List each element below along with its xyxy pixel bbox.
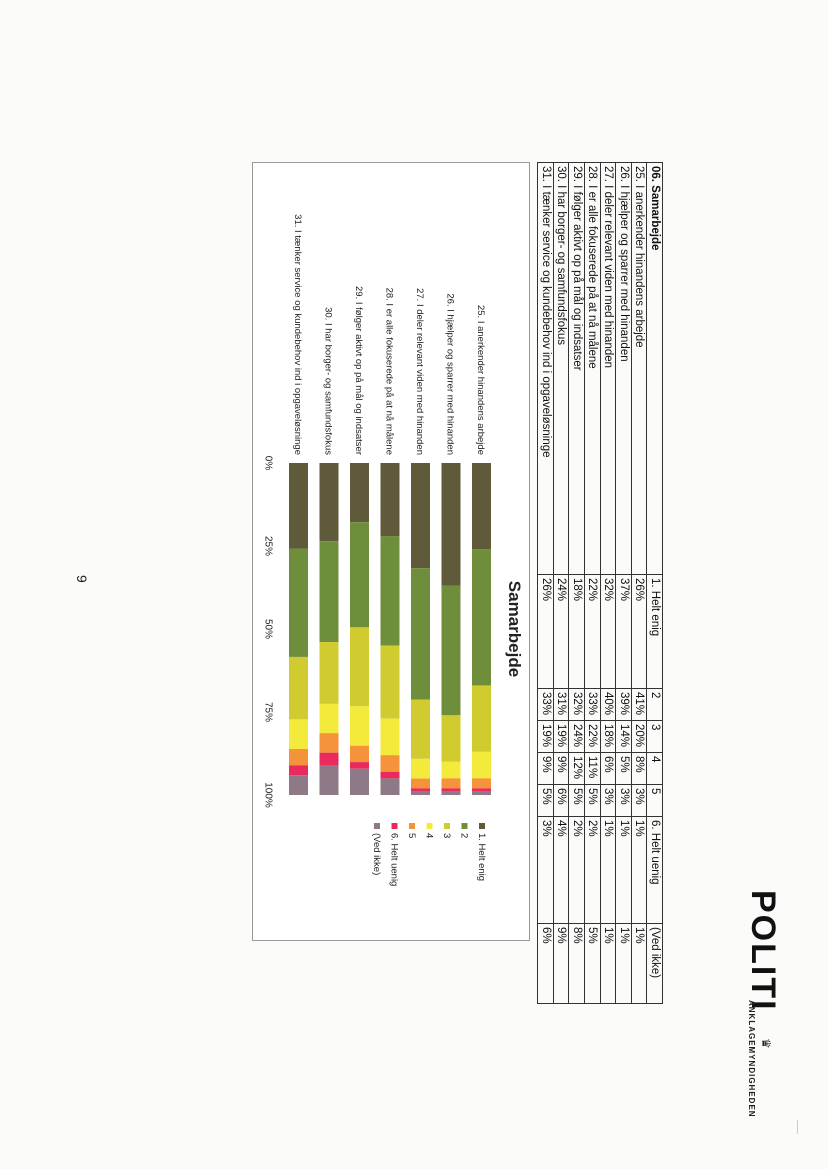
table-header-row	[647, 163, 663, 1004]
category-label: 30. I har borger- og samfundsfokus	[322, 307, 334, 455]
bar-segment	[411, 779, 430, 789]
bar-segment	[411, 700, 430, 759]
table-cell: 18%	[569, 575, 585, 689]
table-cell: 5%	[585, 924, 601, 1004]
table-cell: 5%	[616, 753, 632, 785]
question-label: 26. I hjælper og sparrer med hinanden	[616, 163, 632, 575]
bar-segment	[472, 752, 491, 779]
bar-segment	[350, 522, 369, 627]
bar-segment	[442, 463, 461, 586]
bar-segment	[442, 715, 461, 761]
table-cell: 4%	[553, 817, 569, 924]
table-row	[600, 163, 616, 1004]
legend-swatch	[392, 823, 398, 829]
bar-segment	[411, 463, 430, 568]
column-header: 2	[647, 689, 663, 721]
bar-segment	[350, 463, 369, 522]
table-cell: 19%	[553, 721, 569, 753]
legend-label: 1. Helt enig	[476, 833, 487, 882]
bar-segment	[320, 541, 339, 642]
table-cell: 32%	[569, 689, 585, 721]
legend-label: 6. Helt uenig	[388, 833, 400, 887]
question-label: 28. I er alle fokuserede på at nå målene	[585, 163, 601, 575]
category-label: 26. I hjælper og sparrer med hinanden	[444, 293, 456, 455]
legend-swatch	[427, 823, 433, 829]
legend-label: 2	[458, 833, 470, 839]
table-cell: 6%	[553, 785, 569, 817]
table-cell: 1%	[631, 817, 647, 924]
category-label: 31. I tænker service og kundebehov ind i opgaveløsninge	[292, 214, 303, 455]
table-cell: 18%	[600, 721, 616, 753]
column-header: (Ved ikke)	[647, 924, 663, 1004]
table-cell: 26%	[538, 575, 554, 689]
table-cell: 12%	[569, 753, 585, 785]
politi-logo: POLITI	[744, 890, 782, 1012]
table-cell: 37%	[616, 575, 632, 689]
bar-segment	[411, 788, 430, 791]
bar-segment	[381, 646, 400, 719]
bar-segment	[442, 762, 461, 779]
table-cell: 1%	[631, 924, 647, 1004]
table-cell: 33%	[538, 689, 554, 721]
legend-swatch	[479, 823, 485, 829]
column-header: 4	[647, 753, 663, 785]
table-cell: 11%	[585, 753, 601, 785]
bar-segment	[320, 733, 339, 753]
table-row	[585, 163, 601, 1004]
table-cell: 3%	[631, 785, 647, 817]
table-cell: 39%	[616, 689, 632, 721]
column-header: 3	[647, 721, 663, 753]
bar-segment	[289, 463, 308, 548]
x-tick-label: 50%	[262, 618, 274, 640]
x-tick-label: 25%	[262, 535, 274, 557]
table-row	[538, 163, 554, 1004]
table-cell: 22%	[585, 721, 601, 753]
table-cell: 1%	[616, 924, 632, 1004]
legend-label: 3	[441, 833, 452, 839]
bar-segment	[350, 769, 369, 795]
table-cell: 5%	[569, 785, 585, 817]
category-label: 29. I følger aktivt op på mål og indsatser	[353, 286, 364, 455]
legend-swatch	[374, 823, 380, 829]
bar-segment	[411, 568, 430, 699]
category-label: 27. I deler relevant viden med hinanden	[414, 288, 425, 455]
bar-segment	[289, 775, 308, 795]
section-title: 06. Samarbejde	[647, 163, 663, 575]
table-cell: 2%	[585, 817, 601, 924]
table-row	[616, 163, 632, 1004]
x-tick-label: 75%	[262, 701, 274, 723]
page-number: 9	[74, 575, 90, 583]
bar-segment	[472, 463, 491, 549]
table-cell: 24%	[569, 721, 585, 753]
legend-label: 5	[406, 833, 417, 839]
legend-swatch	[462, 823, 468, 829]
bar-segment	[289, 749, 308, 765]
bar-segment	[381, 463, 400, 536]
table-cell: 24%	[553, 575, 569, 689]
chart-frame	[252, 162, 530, 941]
column-header: 1. Helt enig	[647, 575, 663, 689]
category-label: 28. I er alle fokuserede på at nå målene	[383, 287, 395, 455]
bar-segment	[350, 762, 369, 769]
table-cell: 41%	[631, 689, 647, 721]
stacked-bar-chart	[253, 163, 529, 940]
bar-segment	[320, 642, 339, 704]
bar-segment	[381, 772, 400, 779]
bar-segment	[472, 549, 491, 685]
table-cell: 1%	[600, 924, 616, 1004]
legend-swatch	[444, 823, 450, 829]
bar-segment	[472, 778, 491, 788]
table-cell: 3%	[538, 817, 554, 924]
results-table	[537, 162, 663, 1004]
legend-swatch	[409, 823, 415, 829]
table-row	[553, 163, 569, 1004]
legend-label: (Ved ikke)	[371, 833, 382, 876]
table-cell: 14%	[616, 721, 632, 753]
question-label: 29. I følger aktivt op på mål og indsatser	[569, 163, 585, 575]
table-cell: 31%	[553, 689, 569, 721]
bar-segment	[442, 586, 461, 715]
table-cell: 3%	[600, 785, 616, 817]
legend-label: 4	[423, 833, 435, 839]
bar-segment	[289, 657, 308, 719]
scan-mark	[797, 1120, 798, 1134]
bar-segment	[381, 719, 400, 756]
bar-segment	[381, 536, 400, 646]
bar-segment	[411, 759, 430, 779]
table-cell: 40%	[600, 689, 616, 721]
table-cell: 22%	[585, 575, 601, 689]
crown-icon: ♛	[759, 1038, 773, 1049]
question-label: 30. I har borger- og samfundsfokus	[553, 163, 569, 575]
bar-segment	[472, 792, 491, 795]
bar-segment	[381, 778, 400, 795]
table-cell: 26%	[631, 575, 647, 689]
table-cell: 33%	[585, 689, 601, 721]
column-header: 5	[647, 785, 663, 817]
x-tick-label: 0%	[262, 455, 274, 471]
bar-segment	[289, 765, 308, 775]
table-cell: 9%	[538, 753, 554, 785]
table-row	[569, 163, 585, 1004]
question-label: 27. I deler relevant viden med hinanden	[600, 163, 616, 575]
table-cell: 8%	[631, 753, 647, 785]
bar-segment	[320, 704, 339, 733]
logo-subtitle: ANKLAGEMYNDIGHEDEN	[747, 1000, 756, 1118]
bar-segment	[442, 792, 461, 795]
x-tick-label: 100%	[262, 782, 274, 808]
bar-segment	[442, 788, 461, 791]
bar-segment	[350, 627, 369, 706]
table-cell: 3%	[616, 785, 632, 817]
question-label: 25. I anerkender hinandens arbejde	[631, 163, 647, 575]
bar-segment	[472, 685, 491, 751]
table-cell: 8%	[569, 924, 585, 1004]
table-cell: 2%	[569, 817, 585, 924]
table-cell: 9%	[553, 753, 569, 785]
table-cell: 1%	[600, 817, 616, 924]
question-label: 31. I tænker service og kundebehov ind i opgaveløsninge	[538, 163, 554, 575]
table-cell: 5%	[585, 785, 601, 817]
table-row	[631, 163, 647, 1004]
table-cell: 19%	[538, 721, 554, 753]
bar-segment	[320, 753, 339, 766]
table-cell: 9%	[553, 924, 569, 1004]
bar-segment	[350, 746, 369, 762]
table-cell: 1%	[616, 817, 632, 924]
table-cell: 20%	[631, 721, 647, 753]
bar-segment	[442, 778, 461, 788]
column-header: 6. Helt uenig	[647, 817, 663, 924]
bar-segment	[350, 706, 369, 745]
table-cell: 6%	[538, 924, 554, 1004]
chart-title: Samarbejde	[505, 580, 524, 678]
bar-segment	[289, 548, 308, 656]
table-cell: 32%	[600, 575, 616, 689]
bar-segment	[381, 755, 400, 772]
table-cell: 5%	[538, 785, 554, 817]
bar-segment	[320, 766, 339, 795]
bar-segment	[472, 788, 491, 791]
table-cell: 6%	[600, 753, 616, 785]
bar-segment	[289, 719, 308, 749]
bar-segment	[411, 792, 430, 795]
bar-segment	[320, 463, 339, 541]
category-label: 25. I anerkender hinandens arbejde	[475, 304, 486, 455]
